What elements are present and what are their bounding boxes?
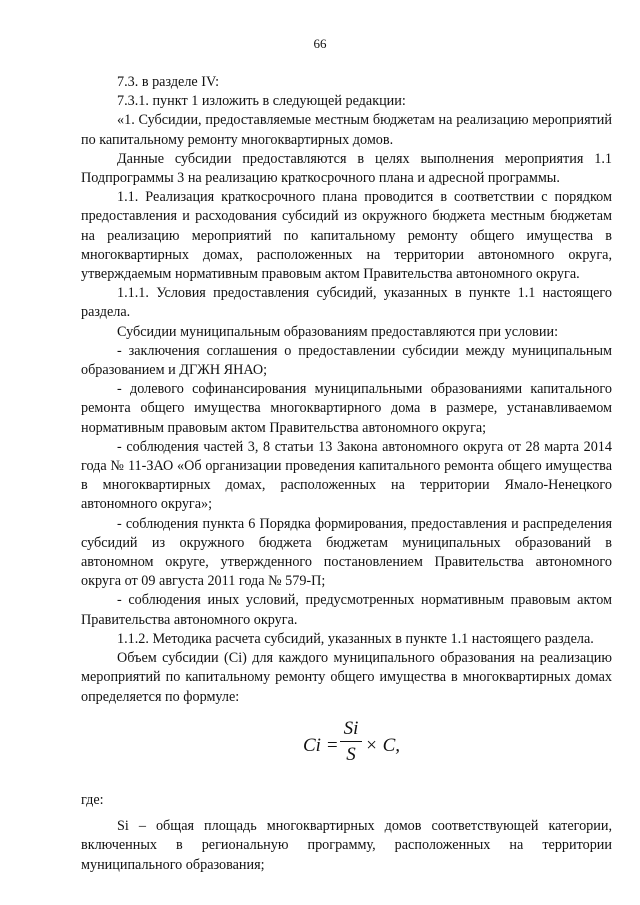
list-item: - заключения соглашения о предоставлении субсидии между муниципальным образованием и ДГЖН ЯНАО; <box>81 342 612 379</box>
document-body <box>81 73 612 707</box>
paragraph: «1. Субсидии, предоставляемые местным бюджетам на реализацию мероприятий по капитальному ремонту многоквартирных домов. <box>81 112 612 148</box>
paragraph: 7.3. в разделе IV: <box>117 74 220 90</box>
paragraph: Субсидии муниципальным образованиям предоставляются при условии: <box>117 323 559 340</box>
formula-lhs: Ci = <box>303 735 339 756</box>
formula-explanation <box>81 791 612 875</box>
paragraph: 7.3.1. пункт 1 изложить в следующей редакции: <box>117 93 406 110</box>
fraction-bar <box>340 741 362 742</box>
page-number: 66 <box>313 36 327 51</box>
where-label: где: <box>81 792 104 808</box>
formula-denominator: S <box>346 744 356 765</box>
list-item: - долевого софинансирования муниципальными образованиями капитального ремонта общего имущества многоквартирного дома в размере, устанавливаемом нормативным правовым актом Правительства автономного округа; <box>81 381 612 436</box>
formula-fraction <box>340 718 362 766</box>
definition-si: Si – общая площадь многоквартирных домов соответствующей категории, включенных в региональную программу, расположенных на территории муниципального образования; <box>81 818 612 873</box>
list-item: - соблюдения пункта 6 Порядка формирования, предоставления и распределения субсидий из окружного бюджета бюджетам муниципальных образований в автономном округе, утвержденного постановлением Правительства автономного округа от 09 августа 2011 года № 579-П; <box>81 515 612 590</box>
formula-rhs: × C, <box>365 735 400 756</box>
list-item: - соблюдения частей 3, 8 статьи 13 Закона автономного округа от 28 марта 2014 года № 11-ЗАО «Об организации проведения капитального ремонта общего имущества в многоквартирных домах, расположенных на территории Ямало-Ненецкого автономного округа»; <box>81 438 612 513</box>
formula-numerator: Si <box>343 718 359 739</box>
paragraph: 1.1.2. Методика расчета субсидий, указанных в пункте 1.1 настоящего раздела. <box>117 630 594 647</box>
paragraph: 1.1.1. Условия предоставления субсидий, указанных в пункте 1.1 настоящего раздела. <box>81 285 612 321</box>
list-item: - соблюдения иных условий, предусмотренных нормативным правовым актом Правительства автономного округа. <box>81 592 612 628</box>
paragraph: Данные субсидии предоставляются в целях выполнения мероприятия 1.1 Подпрограммы 3 на реализацию краткосрочного плана и адресной программы. <box>81 150 612 187</box>
paragraph: 1.1. Реализация краткосрочного плана проводится в соответствии с порядком предоставления и расходования субсидий из окружного бюджета местным бюджетам на реализацию мероприятий по капитальному ремонту общего имущества в многоквартирных домах, расположенных на территории автономного округа, утверждаемым нормативным правовым актом Правительства автономного округа. <box>81 189 612 283</box>
paragraph: Объем субсидии (Ci) для каждого муниципального образования на реализацию мероприятий по капитальному ремонту общего имущества в многоквартирных домах определяется по формуле: <box>81 650 612 705</box>
